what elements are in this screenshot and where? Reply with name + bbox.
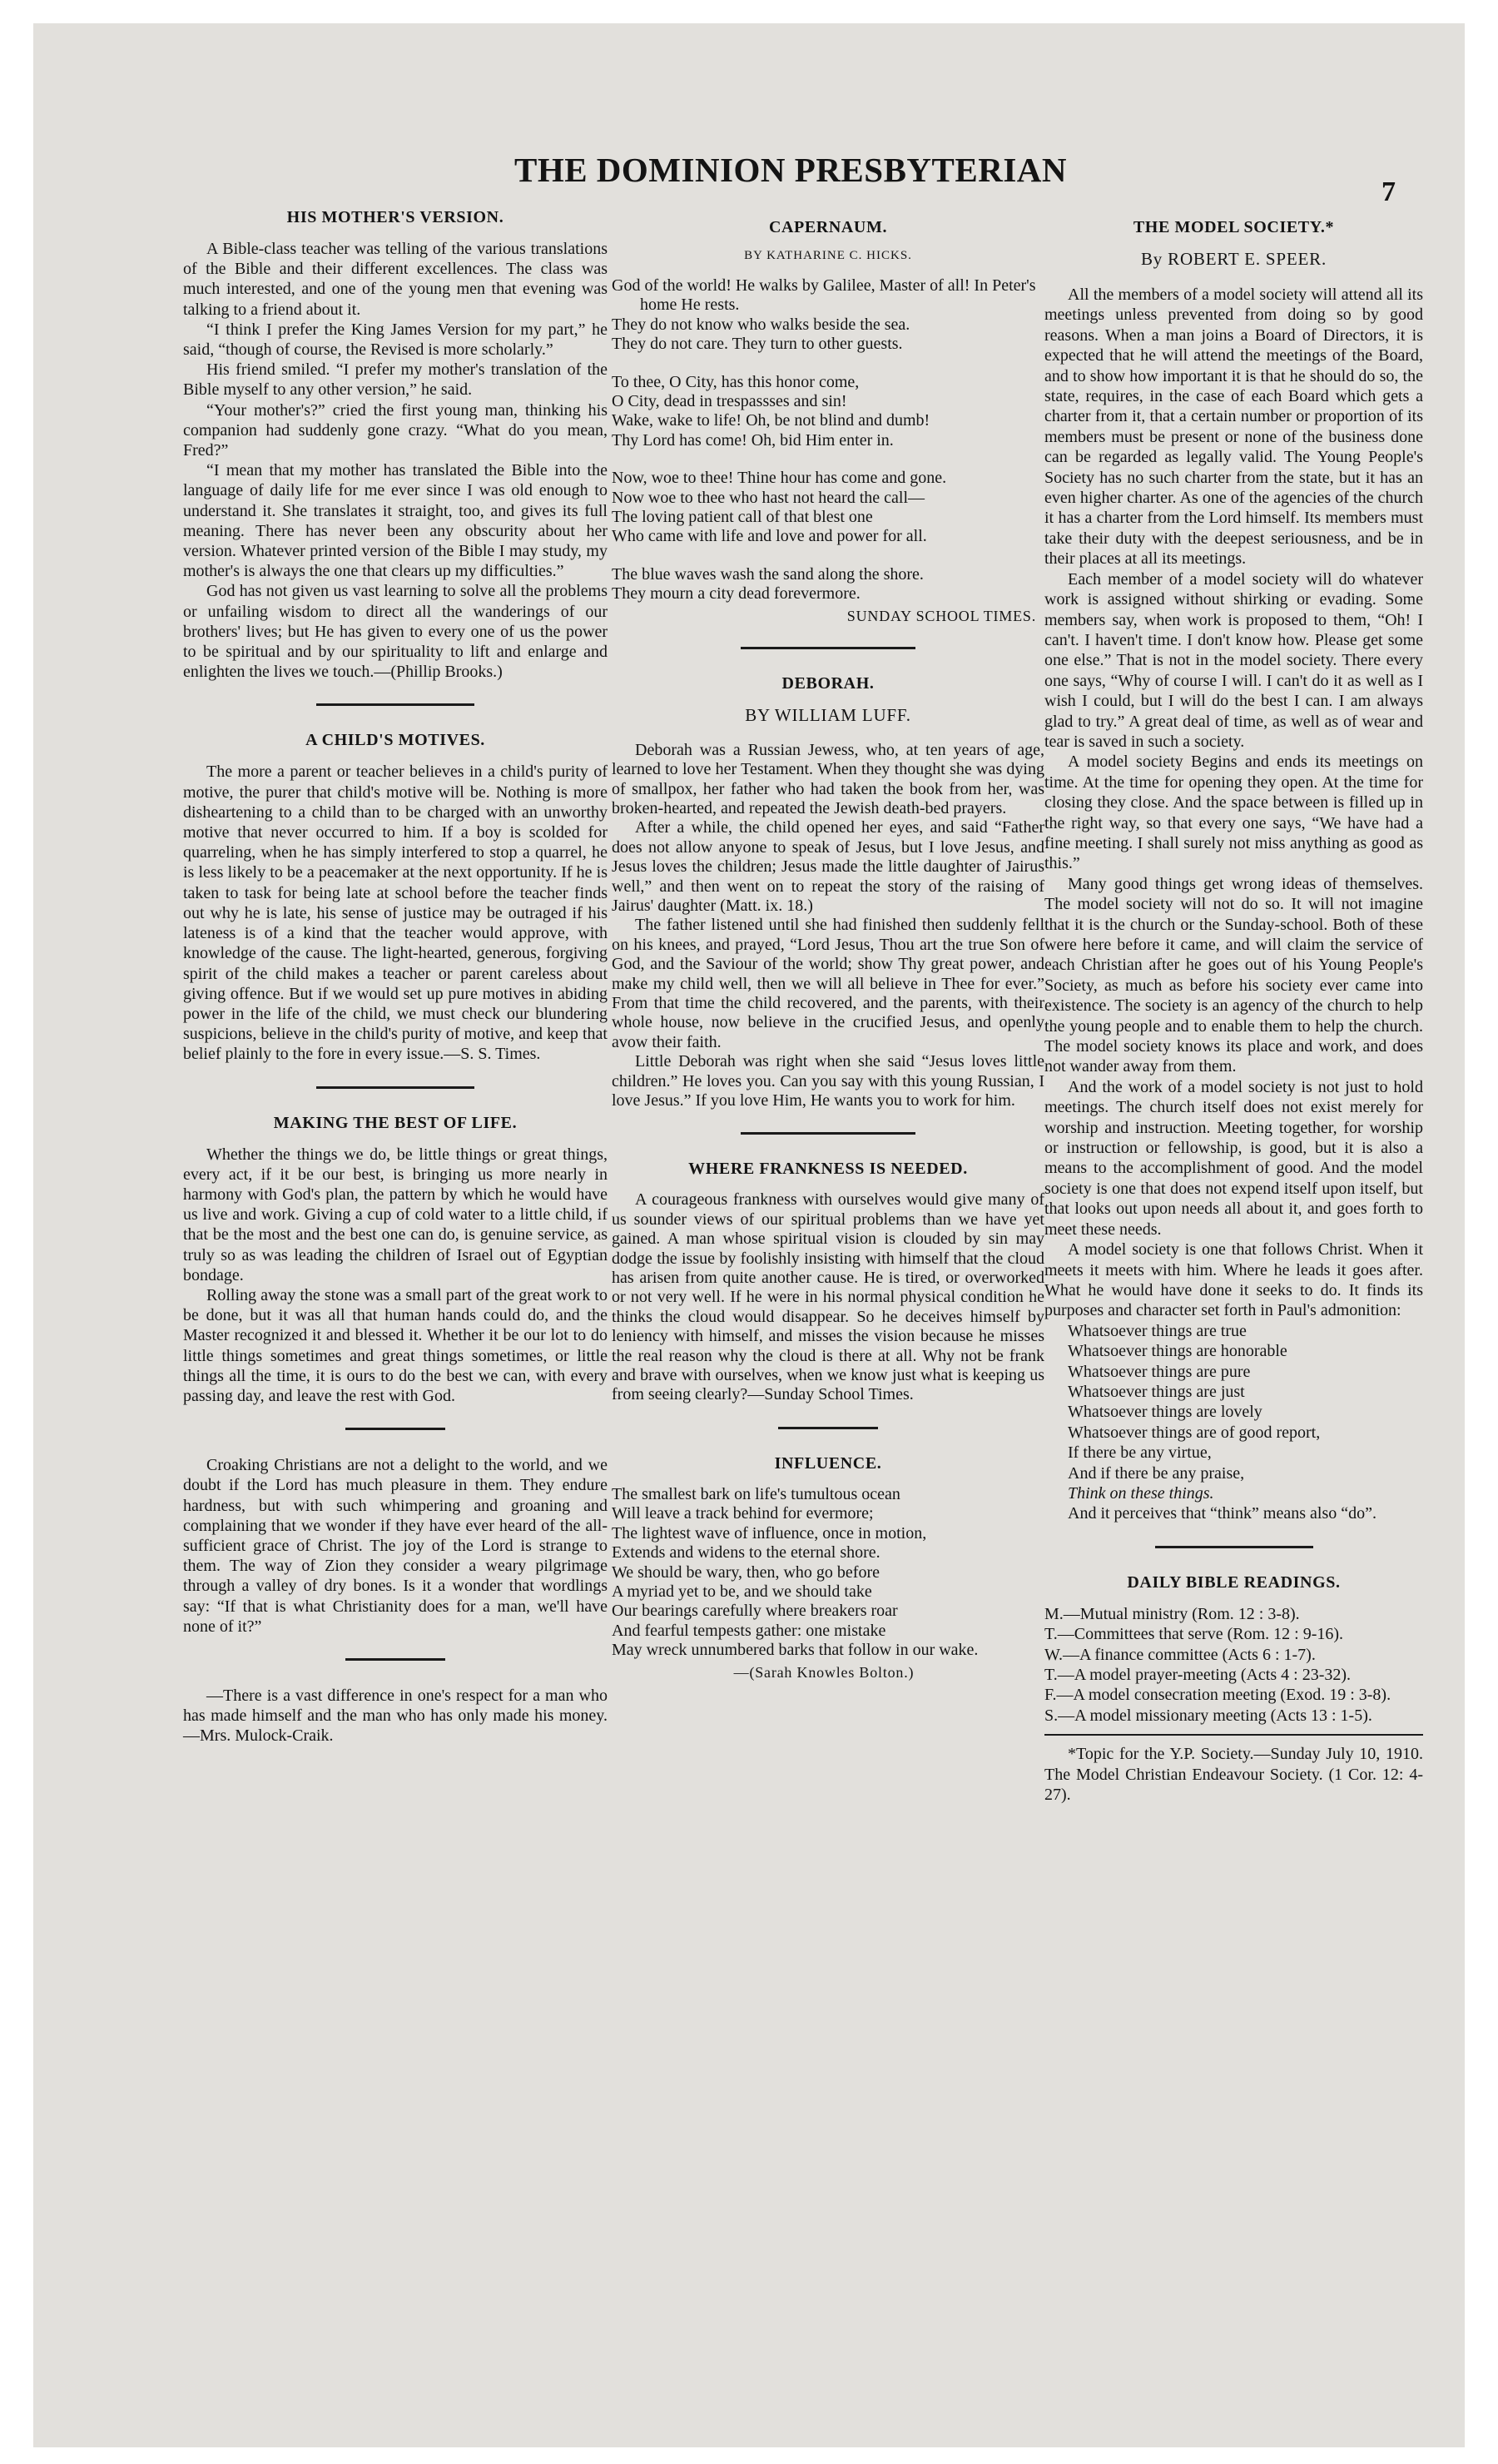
list-item: Whatsoever things are pure (1068, 1362, 1251, 1381)
poem-line: We should be wary, then, who go before (612, 1562, 880, 1582)
poem-line: Will leave a track behind for evermore; (612, 1504, 874, 1523)
poem-line: Wake, wake to life! Oh, be not blind and dumb! (612, 411, 930, 430)
article-title: DEBORAH. (781, 673, 875, 693)
section-rule (316, 1086, 474, 1089)
column-right (1044, 218, 1423, 1805)
poem-line: Who came with life and love and power for all. (612, 527, 927, 546)
list-item: Whatsoever things are lovely (1068, 1403, 1262, 1422)
paragraph: —There is a vast difference in one's respect for a man who has made himself and the man who has only made his money.—Mrs. Mulock-Craik. (183, 1686, 608, 1746)
paragraph: And it perceives that “think” means also “do”. (1068, 1504, 1376, 1523)
poem-line: The smallest bark on life's tumultous ocean (612, 1484, 900, 1503)
paragraph: His friend smiled. “I prefer my mother's translation of the Bible myself to any other version,” he said. (183, 360, 608, 400)
paragraph: And the work of a model society is not just to hold meetings. The church itself does not exist merely for worship and instruction. Meeting together, for worship or instruction or fellowship, is good, but it is also a means to the accomplishment of good. And the model society is one that does not expend itself upon itself, but that looks out upon needs all about it, and goes forth to meet these needs. (1044, 1077, 1423, 1239)
poem-line: The loving patient call of that blest one (612, 508, 873, 527)
article-title: HIS MOTHER'S VERSION. (286, 208, 504, 226)
article-title: INFLUENCE. (774, 1453, 882, 1473)
article-title: A CHILD'S MOTIVES. (305, 731, 485, 750)
paragraph: Little Deborah was right when she said “Jesus loves little children.” He loves you. Can you say with this young Russian, I love Jesus.” If you love Him, He wants you to work for him. (612, 1052, 1044, 1110)
article-mothers-version (183, 208, 608, 682)
source-credit: SUNDAY SCHOOL TIMES. (846, 607, 1036, 624)
section-rule (345, 1658, 445, 1661)
poem-lines (612, 1485, 1044, 1661)
readings-list (1044, 1604, 1423, 1726)
reading-item: T.—Committees that serve (Rom. 12 : 9-16). (1044, 1625, 1344, 1644)
paragraph: “Your mother's?” cried the first young man, thinking his companion had suddenly gone crazy. “What do you mean, Fred?” (183, 400, 608, 460)
footnote-rule (1044, 1734, 1423, 1736)
column-left (183, 208, 608, 1746)
page-number: 7 (1381, 176, 1396, 207)
byline: BY WILLIAM LUFF. (745, 704, 911, 725)
poem-line: They do not care. They turn to other guests. (612, 335, 903, 354)
paragraph: A Bible-class teacher was telling of the various translations of the Bible and their different excellences. The class was much interested, and one of the young men that evening was talking to a friend about it. (183, 240, 608, 319)
section-rule (741, 647, 915, 649)
poem-line: Now woe to thee who hast not heard the call— (612, 488, 925, 507)
paragraph: Whether the things we do, be little things or great things, every act, if it be our best, is bringing us more nearly in harmony with God's plan, the pattern by which he would have us live and work. Giving a cup of cold water to a little child, if that be the most and the best one can do, is genuine service, as truly so as was leading the children of Israel out of Egyptian bondage. (183, 1145, 608, 1284)
poem-line: They do not know who walks beside the sea. (612, 315, 910, 334)
article-title: CAPERNAUM. (768, 218, 888, 236)
paragraph: Croaking Christians are not a delight to the world, and we doubt if the Lord has much pleasure in them. They endure hardness, but with such whimpering and groaning and complaining that we wonder if they have ever heard of the all-sufficient grace of Christ. The joy of the Lord is strange to them. The way of Zion they consider a weary pilgrimage through a valley of dry bones. Is it a wonder that wordlings say: “If that is what Christianity does for a man, we'll have none of it?” (183, 1456, 608, 1636)
section-rule (778, 1427, 878, 1429)
reading-item: W.—A finance committee (Acts 6 : 1-7). (1044, 1645, 1316, 1664)
paragraph: After a while, the child opened her eyes, and said “Father does not allow anyone to speak of Jesus, but I love Jesus, and Jesus loves the children; Jesus made the little daughter of Jairus well,” and then went on to repeat the story of the raising of Jairus' daughter (Matt. ix. 18.) (612, 818, 1044, 915)
list-item: Think on these things. (1068, 1483, 1214, 1503)
column-middle (612, 218, 1044, 1682)
byline: By ROBERT E. SPEER. (1140, 249, 1327, 269)
paragraph: Rolling away the stone was a small part of the great work to be done, but it was all that human hands could do, and the Master recognized it and blessed it. Whether it be our lot to do little things sometimes and great things sometimes, or little things all the time, it is ours to do the best we can, with every passing day, and leave the rest with God. (183, 1285, 608, 1405)
article-best-of-life (183, 1114, 608, 1407)
paragraph: The father listened until she had finished then suddenly fell on his knees, and prayed, “Lord Jesus, Thou art the true Son of God, and the Saviour of the world; show Thy great power, and make my child well, then we will all believe in Thee for ever.” From that time the child recovered, and the parents, with their whole house, now believe in the crucified Jesus, and openly avow their faith. (612, 916, 1044, 1051)
footnote-text: *Topic for the Y.P. Society.—Sunday July 10, 1910. The Model Christian Endeavour Society. (1 Cor. 12: 4-27). (1044, 1745, 1423, 1805)
list-item: Whatsoever things are just (1068, 1382, 1245, 1401)
admonition-list (1044, 1321, 1423, 1504)
paragraph: “I mean that my mother has translated the Bible into the language of daily life for me ever since I was old enough to understand it. She translates it straight, too, and gives its full meaning. There has never been any obscurity about her version. Whatever printed version of the Bible I may study, my mother's is always the one that clears up my difficulties.” (183, 461, 608, 581)
poem-line: A myriad yet to be, and we should take (612, 1582, 872, 1601)
article-deborah (612, 674, 1044, 1111)
paragraph: A courageous frankness with ourselves would give many of us sounder views of our spiritual problems than we have yet gained. A man whose spiritual vision is clouded by sin may dodge the issue by foolishly insisting with himself that the cloud has arisen from quite another cause. He is tired, or overworked or not very well. If he were in his normal physical condition he thinks the cloud would disappear. So he deceives himself by leniency with himself, and misses the vision because he misses the real reason why the cloud is there at all. Why not be frank and brave with ourselves, when we know just what is keeping us from seeing clearly?—Sunday School Times. (612, 1190, 1044, 1404)
byline: BY KATHARINE C. HICKS. (744, 249, 912, 262)
poem-line: Our bearings carefully where breakers roar (612, 1602, 898, 1621)
list-item: If there be any virtue, (1068, 1443, 1212, 1463)
paragraph: Many good things get wrong ideas of themselves. The model society will not do so. It will not imagine that it is the church or the Sunday-school. Both of these were here before it came, and will claim the service of each Christian after he goes out of his Young People's Society, as much as before his society ever came into existence. The society is an agency of the church to help the young people and to enable them to help the church. The model society knows its place and work, and does not wander away from them. (1044, 874, 1423, 1076)
section-rule (1155, 1546, 1313, 1548)
paragraph: God has not given us vast learning to solve all the problems or unfailing wisdom to direct all the wanderings of our brothers' lives; but He has given to every one of us the power to be spiritual and by our spirituality to lift and enlarge and enlighten the lives we touch.—(Phillip Brooks.) (183, 582, 608, 682)
article-model-society (1044, 218, 1423, 1524)
poem-capernaum (612, 218, 1044, 625)
paragraph: A model society is one that follows Christ. When it meets it meets with him. Where he leads it goes after. What he would have done it seeks to do. It finds its purposes and character set forth in Paul's admonition: (1044, 1240, 1423, 1320)
poem-line: May wreck unnumbered barks that follow in our wake. (612, 1641, 979, 1660)
poem-line: Now, woe to thee! Thine hour has come and gone. (612, 469, 947, 488)
article-childs-motives (183, 731, 608, 1064)
poem-line: They mourn a city dead forevermore. (612, 584, 861, 604)
daily-bible-readings (1044, 1573, 1423, 1806)
poem-line: The blue waves wash the sand along the shore. (612, 564, 924, 584)
section-rule (345, 1428, 445, 1430)
poem-line: Extends and widens to the eternal shore. (612, 1543, 880, 1562)
reading-item: F.—A model consecration meeting (Exod. 19 : 3-8). (1044, 1686, 1391, 1705)
article-title: THE MODEL SOCIETY.* (1133, 218, 1335, 236)
article-croaking (183, 1455, 608, 1637)
article-title: WHERE FRANKNESS IS NEEDED. (688, 1160, 968, 1179)
source-credit: —(Sarah Knowles Bolton.) (733, 1663, 915, 1681)
masthead: THE DOMINION PRESBYTERIAN (513, 151, 1068, 189)
paragraph: All the members of a model society will attend all its meetings unless prevented from doing so by good reasons. When a man joins a Board of Directors, it is expected that he will attend the meetings of the Board, and to show how important it is that he should do so, the state, requires, in the case of each Board which gets a charter from it, that a certain number or proportion of its members must be present or none of the business done can be regarded as legally valid. The Young People's Society has no such charter from the state, but it has an even higher charter. As one of the agencies of the church it has a charter from the Lord himself. Its members must take their duty with the deepest seriousness, and be in their places at all its meetings. (1044, 286, 1423, 569)
poem-line: God of the world! He walks by Galilee, Master of all! In Peter's home He rests. (612, 276, 1036, 315)
section-rule (316, 703, 474, 706)
article-title: MAKING THE BEST OF LIFE. (273, 1113, 518, 1132)
reading-item: T.—A model prayer-meeting (Acts 4 : 23-32). (1044, 1666, 1352, 1684)
poem-line: Thy Lord has come! Oh, bid Him enter in. (612, 430, 894, 450)
article-title: DAILY BIBLE READINGS. (1127, 1572, 1341, 1592)
paragraph: The more a parent or teacher believes in a child's purity of motive, the purer that child's motive will be. Nothing is more disheartening to a child than to be charged with an unworthy motive that never occurred to him. If a boy is scolded for quarreling, when he has simply interfered to stop a quarrel, he is less likely to be a peacemaker at the next opportunity. If he is taken to task for being late at school before the teacher finds out why he is late, his sense of justice may be outraged if his lateness is of a kind that the teacher would approve, with knowledge of the cause. The light-hearted, generous, forgiving spirit of the child makes a teacher or parent careless about giving offence. But if we would set up pure motives in abiding power in the life of the child, we must check our blundering suspicions, believe in the child's purity of motive, and keep that belief plainly to the fore in every issue.—S. S. Times. (183, 763, 608, 1064)
reading-item: S.—A model missionary meeting (Acts 13 : 1-5). (1044, 1706, 1372, 1725)
poem-line: And fearful tempests gather: one mistake (612, 1621, 886, 1640)
poem-line: O City, dead in trespassses and sin! (612, 392, 847, 411)
list-item: And if there be any praise, (1068, 1463, 1245, 1483)
article-difference (183, 1686, 608, 1746)
paragraph: A model society Begins and ends its meetings on time. At the time for opening they open. At the time for closing they close. And the space between is filled up in the right way, so that every one says, “We have had a fine meeting. I shall surely not miss anything as good as this.” (1044, 753, 1423, 873)
footnote (1044, 1744, 1423, 1805)
paragraph: Each member of a model society will do whatever work is assigned without shirking or evading. Some members say, when work is proposed to them, “Oh! I can't. I haven't time. I don't know how. Please get some one else.” That is not in the model society. There every one says, “Why of course I will. I can't do it as well as I wish I could, but I will do the best I can. I am always glad to try.” A great deal of time, as well as of wear and tear is saved in such a society. (1044, 569, 1423, 751)
list-item: Whatsoever things are true (1068, 1321, 1247, 1340)
list-item: Whatsoever things are honorable (1068, 1342, 1287, 1361)
article-frankness (612, 1160, 1044, 1404)
section-rule (741, 1132, 915, 1135)
paragraph: “I think I prefer the King James Version for my part,” he said, “though of course, the Revised is more scholarly.” (183, 320, 608, 360)
poem-line: To thee, O City, has this honor come, (612, 372, 860, 391)
poem-lines (612, 276, 1044, 604)
list-item: Whatsoever things are of good report, (1068, 1423, 1321, 1442)
poem-influence (612, 1454, 1044, 1682)
reading-item: M.—Mutual ministry (Rom. 12 : 3-8). (1044, 1604, 1300, 1623)
poem-line: The lightest wave of influence, once in motion, (612, 1523, 927, 1542)
paragraph: Deborah was a Russian Jewess, who, at ten years of age, learned to love her Testament. When they thought she was dying of smallpox, her father who had taken the book from her, was broken-hearted, and repeated the Jewish death-bed prayers. (612, 740, 1044, 817)
